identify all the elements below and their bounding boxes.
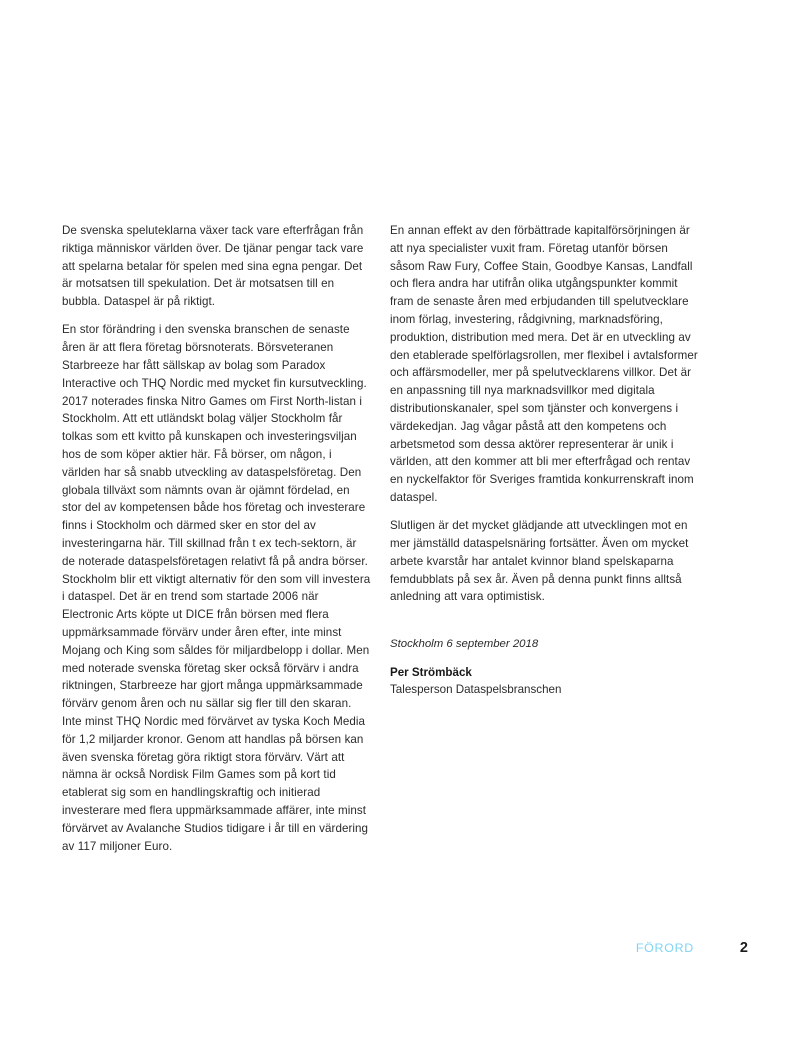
paragraph: Slutligen är det mycket glädjande att utvecklingen mot en mer jämställd dataspelsnäring fortsätter. Även om mycket arbete kvarstår har antalet kvinnor bland spelskaparna femdubblats på sex år. Även på denna punkt finns alltså anledning att vara optimistisk.: [390, 519, 689, 604]
paragraph: En stor förändring i den svenska branschen de senaste åren är att flera företag börsnoterats. Börsveteranen Starbreeze har fått sällskap av bolag som Paradox Interactive och THQ Nordic med mycket fin kursutveckling. 2017 noterades finska Nitro Games om First North-listan i Stockholm. Att ett utländskt bolag väljer Stockholm får tolkas som ett kvitto på kunskapen och investeringsviljan hos de som köper aktier här. Få börser, om någon, i världen har så snabb utveckling av dataspelsföretag. Den globala tillväxt som nämnts ovan är ojämnt fördelad, en stor del av kompetensen både hos företag och investerare finns i Stockholm och därmed sker en stor del av investeringarna här. Till skillnad från t ex tech-sektorn, är de noterade dataspelsföretagen relativt få på andra börser. Stockholm blir ett viktigt alternativ för den som vill investera i dataspel. Det är en trend som startade 2006 när Electronic Arts köpte ut DICE från börsen med flera uppmärksammade förvärv under åren efter, inte minst Mojang och King som såldes för miljardbelopp i dollar. Men med noterade svenska företag sker också förvärv i andra riktningen, Starbreeze har gjort många uppmärksammade förvärv genom åren och nu sällar sig fler till den skaran. Inte minst THQ Nordic med förvärvet av tyska Koch Media för 1,2 miljarder kronor. Genom att handlas på börsen kan även svenska företag göra riktigt stora förvärv. Värt att nämna är också Nordisk Film Games som på kort tid etablerat sig som en handlingskraftig och initierad investerare med flera uppmärksammade affärer, inte minst förvärvet av Avalanche Studios tidigare i år till en värdering av 117 miljoner Euro.: [62, 323, 371, 853]
page-number: 2: [739, 940, 748, 956]
right-column: [390, 222, 700, 698]
signature-name: Per Strömbäck: [390, 666, 472, 680]
paragraph: En annan effekt av den förbättrade kapitalförsörjningen är att nya specialister vuxit fram. Företag utanför börsen såsom Raw Fury, Coffee Stain, Goodbye Kansas, Landfall och flera andra har utifrån olika utgångspunkter kommit fram de senaste åren med erbjudanden till spelutvecklare inom förlag, investering, rådgivning, marknadsföring, produktion, distribution med mera. Det är en utveckling av den etablerade spelförlagsrollen, mer flexibel i avtalsformer och affärsmodeller, mer på spelutvecklarens villkor. Det är en anpassning till nya marknadsvillkor med digitala distributionskanaler, spel som tjänster och konvergens i värdekedjan. Jag vågar påstå att den kompetens och arbetsmetod som dessa aktörer representerar är unik i världen, att den kommer att bli mer efterfrågad och rentav en nyckelfaktor för Sveriges framtida konkurrenskraft inom dataspel.: [390, 224, 698, 504]
two-column-body: [62, 222, 700, 855]
signature-role: Talesperson Dataspelsbranschen: [390, 683, 562, 697]
paragraph: De svenska speluteklarna växer tack vare efterfrågan från riktiga människor världen över. De tjänar pengar tack vare att spelarna betalar för spelen med sina egna pengar. Det är motsatsen till spekulation. Det är motsatsen till en bubbla. Dataspel är på riktigt.: [62, 224, 364, 309]
page-footer: [62, 940, 748, 964]
footer-section-label: FÖRORD: [635, 941, 694, 955]
left-column: [62, 222, 372, 855]
signature-date: Stockholm 6 september 2018: [390, 638, 539, 651]
signature-block: [390, 636, 700, 698]
